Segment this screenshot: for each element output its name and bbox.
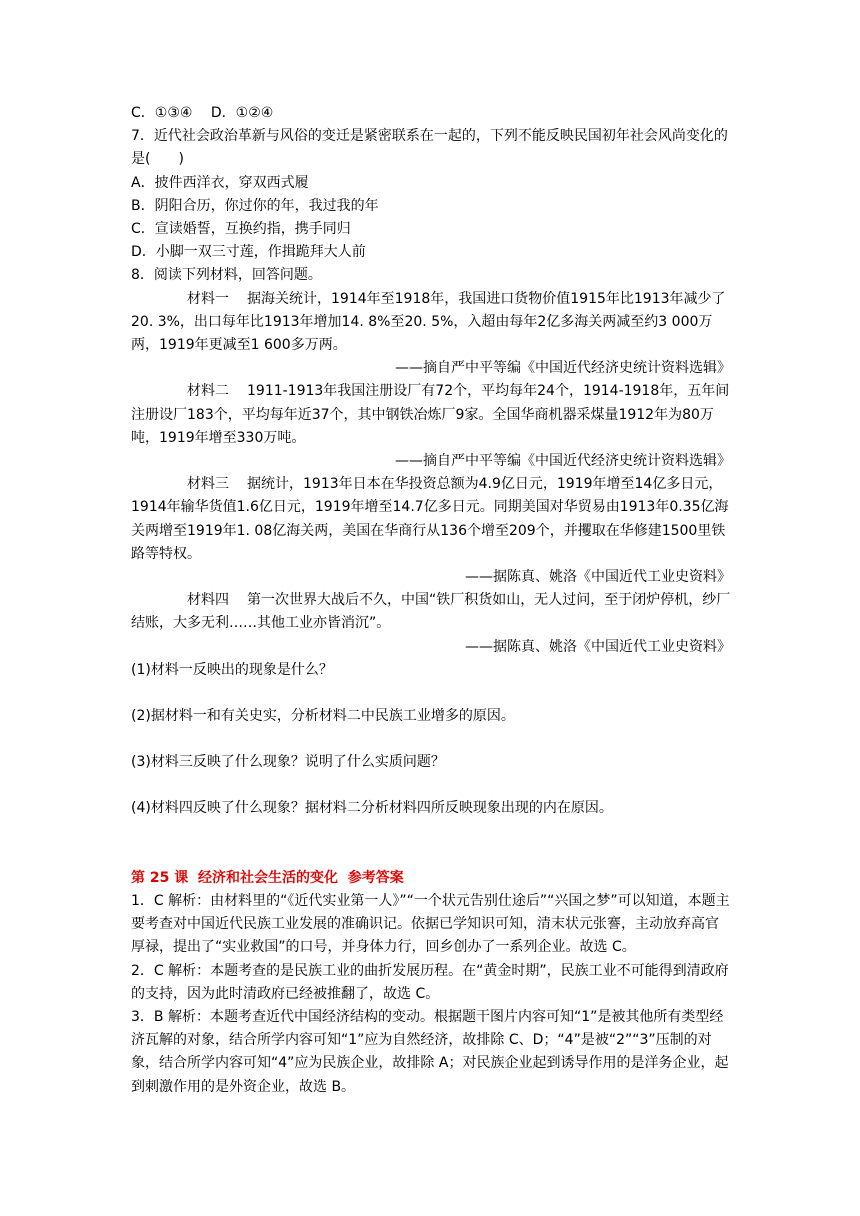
material-1-label: 材料一 [187, 290, 229, 307]
q8-stem: 8．阅读下列材料，回答问题。 [131, 267, 322, 284]
q8-sub-question-4: (4)材料四反映了什么现象？据材料二分析材料四所反映现象出现的内在原因。 [131, 800, 613, 817]
material-1-source: ——摘自严中平等编《中国近代经济史统计资料选辑》 [395, 360, 731, 377]
material-3-text: 据统计，1913年日本在华投资总额为4.9亿日元，1919年增至14亿多日元，1914年输华货值1.6亿日元，1919年增至14.7亿多日元。同期美国对华贸易由1913年0.35亿海关两增至1919年1. 08亿海关两，美国在华商行从136个增至209个，并攫取在华修建1500里铁路等特权。 [131, 476, 729, 562]
q8-sub-question-3: (3)材料三反映了什么现象？说明了什么实质问题？ [131, 754, 445, 771]
q7-option-d: D．小脚一双三寸莲，作揖跪拜大人前 [131, 244, 366, 261]
question-8 [131, 264, 731, 820]
material-1-text: 据海关统计，1914年至1918年，我国进口货物价值1915年比1913年减少了20. 3%，出口每年比1913年增加14. 8%至20. 5%，入超由每年2亿多海关两减至约3 000万两，1919年更减至1 600多万两。 [131, 290, 726, 354]
material-2-label: 材料二 [187, 383, 229, 400]
material-4-label: 材料四 [187, 592, 229, 609]
material-4 [131, 589, 731, 659]
q8-sub-question-1: (1)材料一反映出的现象是什么？ [131, 661, 333, 678]
material-2-text: 1911-1913年我国注册设厂有72个，平均每年24个，1914-1918年，五年间注册设厂183个，平均每年近37个，其中钢铁冶炼厂9家。全国华商机器采煤量1912年为80万吨，1919年增至330万吨。 [131, 383, 730, 446]
material-1 [131, 288, 731, 381]
q7-option-a: A．披件西洋衣，穿双西式履 [131, 174, 309, 191]
material-3-label: 材料三 [187, 476, 229, 493]
material-4-source: ——据陈真、姚洛《中国近代工业史资料》 [465, 638, 731, 655]
material-2 [131, 380, 731, 473]
material-3-source: ——据陈真、姚洛《中国近代工业史资料》 [465, 569, 731, 586]
document-page [131, 102, 731, 1099]
q7-option-c: C．宣读婚誓，互换约指，携手同归 [131, 221, 351, 238]
answer-1: 1．C 解析：由材料里的“《近代实业第一人》”“一个状元告别仕途后”“兴国之梦”可以知道，本题主要考查对中国近代民族工业发展的准确识记。依据已学知识可知，清末状元张謇，主动放弃高官厚禄，提出了“实业救国”的口号，并身体力行，回乡创办了一系列企业。故选 C。 [131, 892, 730, 956]
material-2-source: ——摘自严中平等编《中国近代经济史统计资料选辑》 [395, 453, 731, 470]
material-4-text: 第一次世界大战后不久，中国“铁厂积货如山，无人过问，至于闭炉停机，纱厂结账，大多无利……其他工业亦皆消沉”。 [131, 592, 731, 632]
q8-sub-question-2: (2)据材料一和有关史实，分析材料二中民族工业增多的原因。 [131, 708, 515, 725]
answer-2: 2．C 解析：本题考查的是民族工业的曲折发展历程。在“黄金时期”，民族工业不可能得到清政府的支持，因为此时清政府已经被推翻了，故选 C。 [131, 962, 729, 1002]
q6-options-tail: C．①③④ D．①②④ [131, 105, 274, 121]
q7-stem: 7．近代社会政治革新与风俗的变迁是紧密联系在一起的，下列不能反映民国初年社会风尚变化的是( ) [131, 128, 728, 168]
question-7 [131, 125, 731, 264]
material-3 [131, 473, 731, 589]
answer-title: 第 25 课 经济和社会生活的变化 参考答案 [131, 869, 404, 886]
q7-option-b: B．阴阳合历，你过你的年，我过我的年 [131, 197, 379, 214]
answer-section [131, 867, 731, 1099]
answer-3: 3．B 解析：本题考查近代中国经济结构的变动。根据题干图片内容可知“1”是被其他所有类型经济瓦解的对象，结合所学内容可知“1”应为自然经济，故排除 C、D；“4”是被“2”“3”压制的对象，结合所学内容可知“4”应为民族企业，故排除 A；对民族企业起到诱导作用的是洋务企业，起到刺激作用的是外资企业，故选 B。 [131, 1008, 729, 1095]
